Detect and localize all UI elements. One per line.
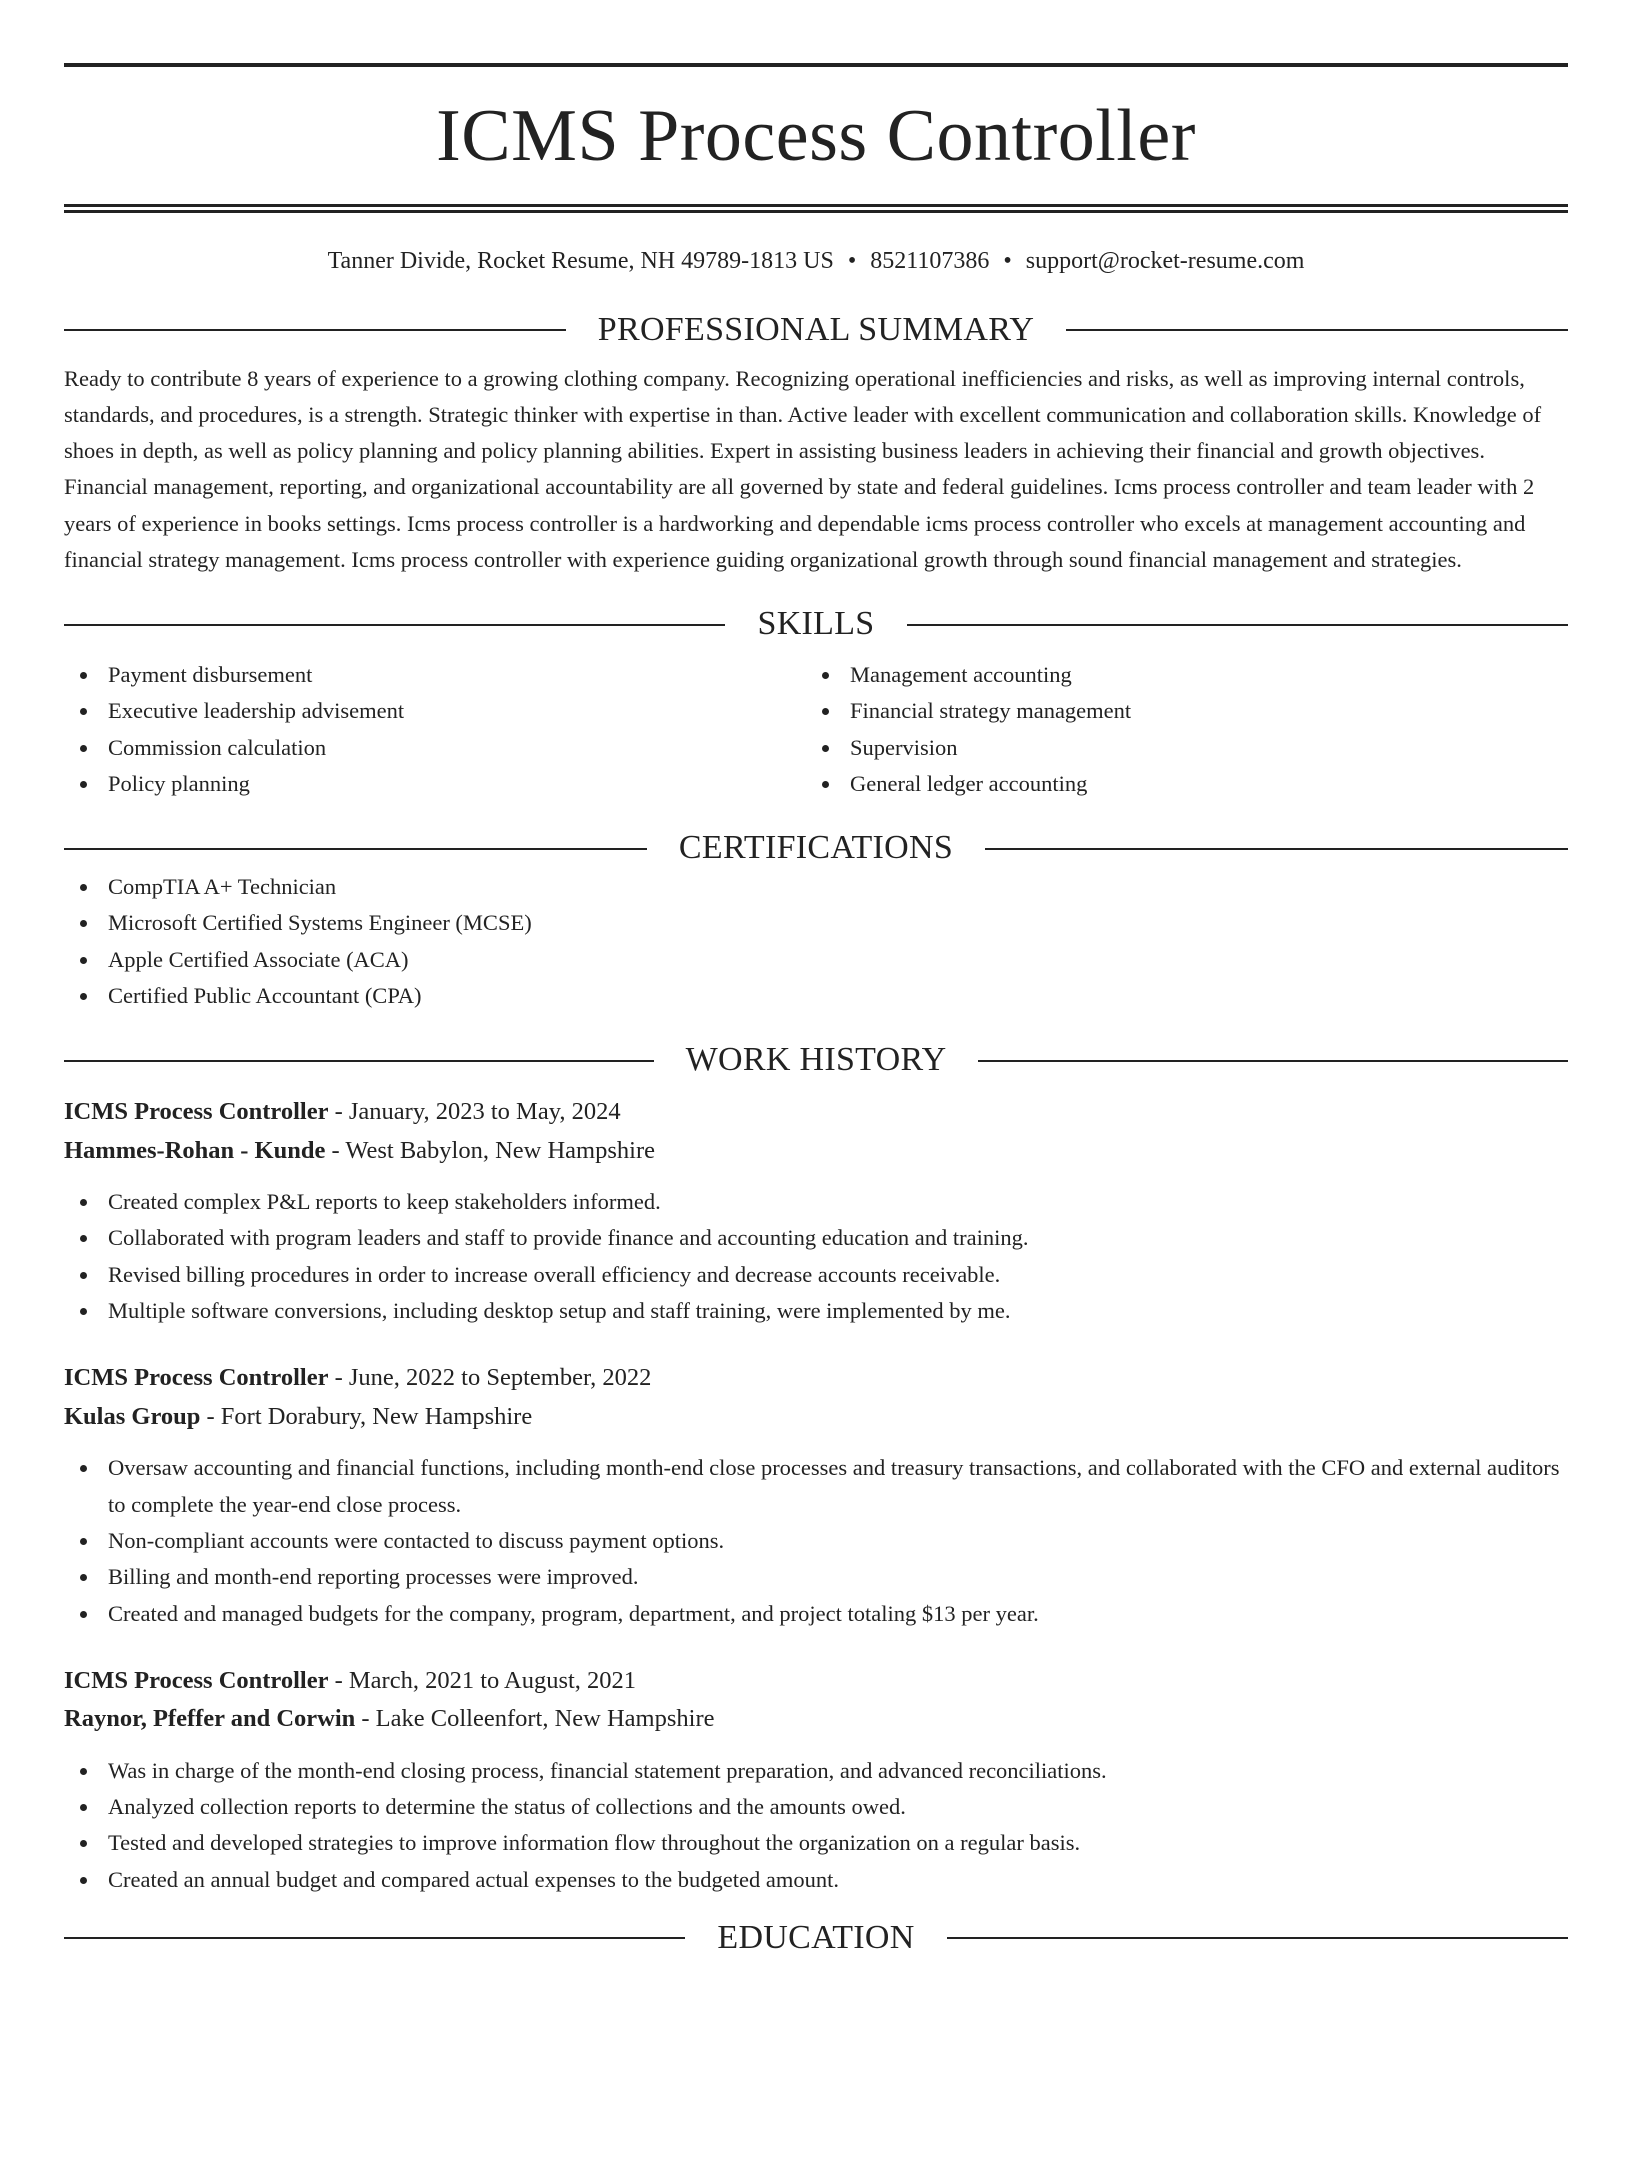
job-bullets xyxy=(64,1450,1568,1631)
section-title: WORK HISTORY xyxy=(685,1041,947,1079)
job-bullet: Oversaw accounting and financial functions, including month-end close processes and treasury transactions, and collaborated with the CFO and external auditors to complete the year-end close process. xyxy=(64,1450,1568,1523)
section-heading-work-history xyxy=(64,1040,1568,1081)
skill-item: Executive leadership advisement xyxy=(64,693,806,729)
skills-column-right xyxy=(806,657,1548,802)
heading-rule xyxy=(64,1937,685,1939)
skill-item: Commission calculation xyxy=(64,730,806,766)
certification-item: CompTIA A+ Technician xyxy=(64,869,1568,905)
resume-title: ICMS Process Controller xyxy=(436,95,1196,177)
skill-item: Policy planning xyxy=(64,766,806,802)
job-bullet: Revised billing procedures in order to increase overall efficiency and decrease accounts receivable. xyxy=(64,1257,1568,1293)
section-heading-certifications xyxy=(64,828,1568,869)
skills-list xyxy=(64,657,1568,802)
skill-item: Financial strategy management xyxy=(806,693,1548,729)
heading-rule xyxy=(64,329,566,331)
skill-item: Supervision xyxy=(806,730,1548,766)
certifications-list xyxy=(64,869,1568,1014)
summary-text: Ready to contribute 8 years of experience to a growing clothing company. Recognizing operational inefficiencies and risks, as well as improving internal controls, standards, and procedures, is a strength. Strategic thinker with expertise in than. Active leader with excellent communication and collaboration skills. Knowledge of shoes in depth, as well as policy planning and policy planning abilities. Expert in assisting business leaders in achieving their financial and growth objectives. Financial management, reporting, and organizational accountability are all governed by state and federal guidelines. Icms process controller and team leader with 2 years of experience in books settings. Icms process controller is a hardworking and dependable icms process controller who excels at management accounting and financial strategy management. Icms process controller with experience guiding organizational growth through sound financial management and strategies. xyxy=(64,365,1542,573)
job-dates: - June, 2022 to September, 2022 xyxy=(328,1364,652,1392)
skills-column-left xyxy=(64,657,806,802)
job-company: Raynor, Pfeffer and Corwin xyxy=(64,1705,356,1733)
job-bullet: Tested and developed strategies to improve information flow throughout the organization on a regular basis. xyxy=(64,1825,1568,1861)
section-title: SKILLS xyxy=(757,605,875,643)
heading-rule xyxy=(978,1060,1568,1062)
job-bullet: Created complex P&L reports to keep stakeholders informed. xyxy=(64,1184,1568,1220)
contact-separator: • xyxy=(1003,248,1012,274)
job-company-line xyxy=(64,1132,1568,1171)
heading-rule xyxy=(64,624,725,626)
job-bullet: Analyzed collection reports to determine the status of collections and the amounts owed. xyxy=(64,1789,1568,1825)
contact-address: Tanner Divide, Rocket Resume, NH 49789-1813 US xyxy=(327,248,834,274)
job-bullet: Non-compliant accounts were contacted to discuss payment options. xyxy=(64,1523,1568,1559)
section-title: EDUCATION xyxy=(717,1919,915,1956)
job-entry xyxy=(64,1093,1568,1329)
job-company: Kulas Group xyxy=(64,1402,201,1430)
skill-item: Management accounting xyxy=(806,657,1548,693)
job-location: - Fort Dorabury, New Hampshire xyxy=(200,1402,533,1430)
section-heading-education xyxy=(64,1918,1568,1959)
job-bullet: Multiple software conversions, including desktop setup and staff training, were implemented by me. xyxy=(64,1293,1568,1329)
job-dates: - January, 2023 to May, 2024 xyxy=(328,1098,621,1126)
resume-page xyxy=(0,63,1632,2175)
job-bullet: Created and managed budgets for the company, program, department, and project totaling $13 per year. xyxy=(64,1596,1568,1632)
job-title-line xyxy=(64,1093,1568,1132)
job-company-line xyxy=(64,1398,1568,1437)
section-title: CERTIFICATIONS xyxy=(678,829,954,867)
job-location: - West Babylon, New Hampshire xyxy=(325,1136,655,1164)
heading-rule xyxy=(64,1060,654,1062)
job-title-line xyxy=(64,1359,1568,1398)
section-heading-skills xyxy=(64,604,1568,645)
certification-item: Certified Public Accountant (CPA) xyxy=(64,978,1568,1014)
job-bullets xyxy=(64,1753,1568,1898)
heading-rule xyxy=(947,1937,1568,1939)
section-heading-summary xyxy=(64,310,1568,351)
job-bullets xyxy=(64,1184,1568,1329)
contact-separator: • xyxy=(847,248,857,274)
contact-line xyxy=(64,247,1568,276)
certification-item: Microsoft Certified Systems Engineer (MCSE) xyxy=(64,905,1568,941)
skill-item: Payment disbursement xyxy=(64,657,806,693)
job-location: - Lake Colleenfort, New Hampshire xyxy=(355,1705,715,1733)
skill-item: General ledger accounting xyxy=(806,766,1548,802)
title-double-rule xyxy=(64,204,1568,213)
job-bullet: Was in charge of the month-end closing process, financial statement preparation, and advanced reconciliations. xyxy=(64,1753,1568,1789)
job-dates: - March, 2021 to August, 2021 xyxy=(328,1666,637,1694)
certification-item: Apple Certified Associate (ACA) xyxy=(64,942,1568,978)
job-title-line xyxy=(64,1662,1568,1701)
job-company: Hammes-Rohan - Kunde xyxy=(64,1136,326,1164)
job-title: ICMS Process Controller xyxy=(64,1666,329,1694)
top-rule xyxy=(64,63,1568,67)
job-entry xyxy=(64,1662,1568,1898)
heading-rule xyxy=(985,848,1568,850)
heading-rule xyxy=(1066,329,1568,331)
job-title: ICMS Process Controller xyxy=(64,1364,329,1392)
contact-phone: 8521107386 xyxy=(870,248,990,274)
section-title: PROFESSIONAL SUMMARY xyxy=(597,310,1035,348)
heading-rule xyxy=(64,848,647,850)
job-bullet: Collaborated with program leaders and staff to provide finance and accounting education and training. xyxy=(64,1220,1568,1256)
contact-email: support@rocket-resume.com xyxy=(1025,248,1305,274)
job-bullet: Billing and month-end reporting processes were improved. xyxy=(64,1559,1568,1595)
job-bullet: Created an annual budget and compared actual expenses to the budgeted amount. xyxy=(64,1862,1568,1898)
job-company-line xyxy=(64,1700,1568,1739)
heading-rule xyxy=(907,624,1568,626)
job-title: ICMS Process Controller xyxy=(64,1098,329,1126)
job-entry xyxy=(64,1359,1568,1631)
